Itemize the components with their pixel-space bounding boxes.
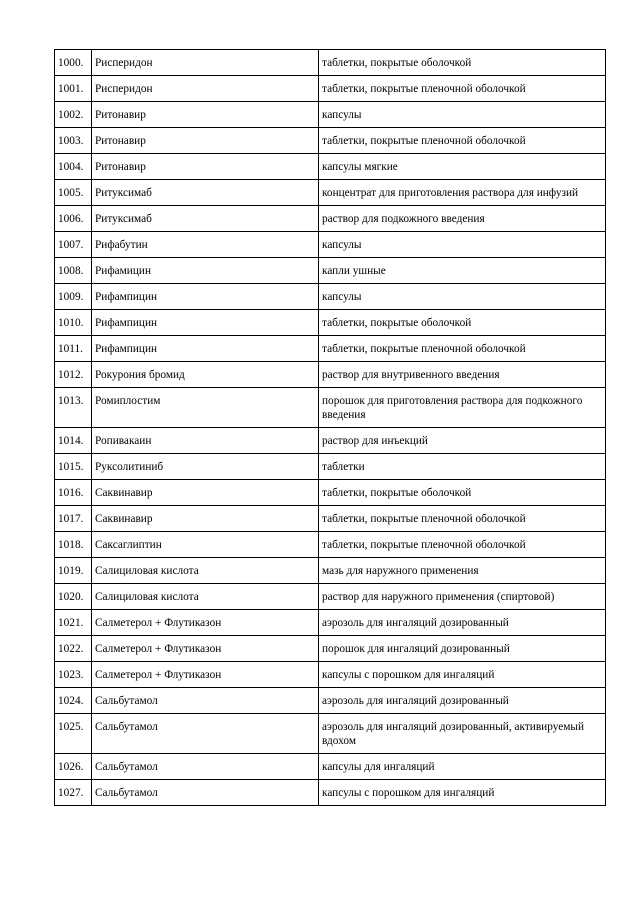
dosage-form: раствор для инъекций (319, 428, 606, 454)
row-number: 1000. (55, 50, 92, 76)
dosage-form: капли ушные (319, 258, 606, 284)
dosage-form: капсулы для ингаляций (319, 754, 606, 780)
table-row (55, 754, 606, 780)
drug-table (54, 49, 606, 806)
drug-name: Саксаглиптин (92, 532, 319, 558)
row-number: 1004. (55, 154, 92, 180)
dosage-form: таблетки, покрытые оболочкой (319, 480, 606, 506)
drug-name: Ритонавир (92, 102, 319, 128)
table-row (55, 428, 606, 454)
table-row (55, 532, 606, 558)
drug-name: Рифампицин (92, 284, 319, 310)
row-number: 1005. (55, 180, 92, 206)
dosage-form: таблетки, покрытые пленочной оболочкой (319, 76, 606, 102)
drug-name: Салициловая кислота (92, 558, 319, 584)
row-number: 1025. (55, 714, 92, 754)
dosage-form: капсулы (319, 284, 606, 310)
table-row (55, 714, 606, 754)
table-row (55, 506, 606, 532)
row-number: 1002. (55, 102, 92, 128)
dosage-form: таблетки, покрытые пленочной оболочкой (319, 506, 606, 532)
table-row (55, 362, 606, 388)
row-number: 1018. (55, 532, 92, 558)
dosage-form: капсулы с порошком для ингаляций (319, 780, 606, 806)
row-number: 1019. (55, 558, 92, 584)
drug-name: Рифампицин (92, 336, 319, 362)
table-row (55, 310, 606, 336)
drug-name: Сальбутамол (92, 688, 319, 714)
table-row (55, 688, 606, 714)
drug-name: Сальбутамол (92, 754, 319, 780)
drug-name: Сальбутамол (92, 714, 319, 754)
row-number: 1027. (55, 780, 92, 806)
drug-name: Рокурония бромид (92, 362, 319, 388)
table-row (55, 154, 606, 180)
table-row (55, 128, 606, 154)
table-row (55, 180, 606, 206)
dosage-form: мазь для наружного применения (319, 558, 606, 584)
table-row (55, 780, 606, 806)
drug-name: Салметерол + Флутиказон (92, 662, 319, 688)
row-number: 1020. (55, 584, 92, 610)
dosage-form: таблетки (319, 454, 606, 480)
row-number: 1011. (55, 336, 92, 362)
drug-name: Ритонавир (92, 128, 319, 154)
row-number: 1010. (55, 310, 92, 336)
drug-name: Рифамицин (92, 258, 319, 284)
drug-name: Салициловая кислота (92, 584, 319, 610)
table-row (55, 584, 606, 610)
drug-name: Салметерол + Флутиказон (92, 636, 319, 662)
table-row (55, 76, 606, 102)
row-number: 1003. (55, 128, 92, 154)
dosage-form: таблетки, покрытые оболочкой (319, 50, 606, 76)
table-row (55, 284, 606, 310)
row-number: 1015. (55, 454, 92, 480)
dosage-form: порошок для приготовления раствора для подкожного введения (319, 388, 606, 428)
row-number: 1008. (55, 258, 92, 284)
dosage-form: капсулы (319, 102, 606, 128)
drug-name: Саквинавир (92, 480, 319, 506)
drug-table-body (55, 50, 606, 806)
table-row (55, 558, 606, 584)
dosage-form: таблетки, покрытые пленочной оболочкой (319, 128, 606, 154)
row-number: 1013. (55, 388, 92, 428)
drug-name: Ропивакаин (92, 428, 319, 454)
dosage-form: капсулы с порошком для ингаляций (319, 662, 606, 688)
row-number: 1021. (55, 610, 92, 636)
drug-name: Сальбутамол (92, 780, 319, 806)
dosage-form: капсулы мягкие (319, 154, 606, 180)
drug-name: Салметерол + Флутиказон (92, 610, 319, 636)
drug-name: Саквинавир (92, 506, 319, 532)
document-page (54, 49, 606, 806)
drug-name: Ритуксимаб (92, 180, 319, 206)
dosage-form: аэрозоль для ингаляций дозированный, активируемый вдохом (319, 714, 606, 754)
table-row (55, 636, 606, 662)
dosage-form: раствор для внутривенного введения (319, 362, 606, 388)
row-number: 1017. (55, 506, 92, 532)
table-row (55, 480, 606, 506)
row-number: 1009. (55, 284, 92, 310)
drug-name: Рифампицин (92, 310, 319, 336)
table-row (55, 232, 606, 258)
row-number: 1014. (55, 428, 92, 454)
row-number: 1016. (55, 480, 92, 506)
table-row (55, 336, 606, 362)
drug-name: Ритуксимаб (92, 206, 319, 232)
row-number: 1012. (55, 362, 92, 388)
table-row (55, 206, 606, 232)
table-row (55, 388, 606, 428)
row-number: 1026. (55, 754, 92, 780)
dosage-form: раствор для подкожного введения (319, 206, 606, 232)
dosage-form: раствор для наружного применения (спиртовой) (319, 584, 606, 610)
dosage-form: капсулы (319, 232, 606, 258)
dosage-form: аэрозоль для ингаляций дозированный (319, 688, 606, 714)
drug-name: Ритонавир (92, 154, 319, 180)
table-row (55, 50, 606, 76)
row-number: 1001. (55, 76, 92, 102)
drug-name: Рисперидон (92, 76, 319, 102)
drug-name: Руксолитиниб (92, 454, 319, 480)
table-row (55, 258, 606, 284)
dosage-form: порошок для ингаляций дозированный (319, 636, 606, 662)
row-number: 1007. (55, 232, 92, 258)
table-row (55, 454, 606, 480)
dosage-form: таблетки, покрытые пленочной оболочкой (319, 532, 606, 558)
drug-name: Рисперидон (92, 50, 319, 76)
row-number: 1024. (55, 688, 92, 714)
table-row (55, 610, 606, 636)
drug-name: Рифабутин (92, 232, 319, 258)
row-number: 1022. (55, 636, 92, 662)
dosage-form: аэрозоль для ингаляций дозированный (319, 610, 606, 636)
table-row (55, 102, 606, 128)
row-number: 1006. (55, 206, 92, 232)
table-row (55, 662, 606, 688)
dosage-form: концентрат для приготовления раствора для инфузий (319, 180, 606, 206)
dosage-form: таблетки, покрытые оболочкой (319, 310, 606, 336)
dosage-form: таблетки, покрытые пленочной оболочкой (319, 336, 606, 362)
row-number: 1023. (55, 662, 92, 688)
drug-name: Ромиплостим (92, 388, 319, 428)
